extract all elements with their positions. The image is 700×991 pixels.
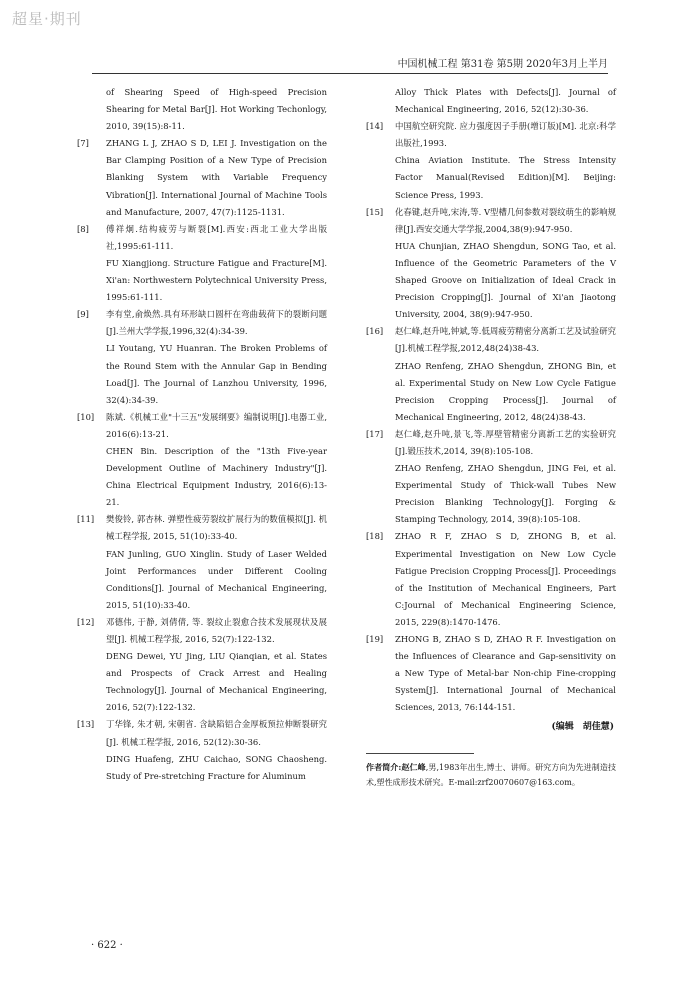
reference-entry <box>77 84 327 135</box>
reference-number: [7] <box>77 138 89 149</box>
reference-entry <box>366 84 616 118</box>
reference-entry <box>77 409 327 512</box>
right-column <box>366 84 616 790</box>
reference-number: [15] <box>366 206 384 217</box>
reference-text: of Shearing Speed of High-speed Precision Shearing for Metal Bar[J]. Hot Working Techonlogy, 2010, 39(15):8-11. <box>106 87 327 132</box>
reference-entry <box>77 135 327 220</box>
reference-number: [14] <box>366 121 384 132</box>
reference-entry <box>366 528 616 631</box>
reference-number: [11] <box>77 514 95 525</box>
reference-number: [17] <box>366 428 384 439</box>
reference-number: [8] <box>77 223 89 234</box>
reference-number: [18] <box>366 531 384 542</box>
reference-text-cn: 赵仁峰,赵升吨,钟斌,等.低周疲劳精密分离新工艺及试验研究[J].机械工程学报,2012,48(24)38-43. <box>395 326 616 354</box>
reference-entry <box>77 306 327 409</box>
reference-text-cn: 李有堂,俞焕然.具有环形缺口圆杆在弯曲载荷下的裂断问题[J].兰州大学学报,1996,32(4):34-39. <box>106 309 327 337</box>
footnote-rule <box>366 753 474 754</box>
reference-text-cn: 丁华锋, 朱才朝, 宋朝省. 含缺陷铝合金厚板预拉伸断裂研究[J]. 机械工程学报, 2016, 52(12):30-36. <box>106 719 327 747</box>
author-name: 赵仁峰 <box>401 761 426 772</box>
reference-text-en: LI Youtang, YU Huanran. The Broken Problems of the Round Stem with the Annular Gap in Bending Load[J]. The Journal of Lanzhou University, 1996, 32(4):34-39. <box>106 343 327 405</box>
reference-entry <box>77 221 327 306</box>
reference-text-en: HUA Chunjian, ZHAO Shengdun, SONG Tao, et al. Influence of the Geometric Parameters of the V Shaped Groove on Initialization of Ideal Crack in Precision Cropping[J]. Journal of Xi'an Jiaotong University, 2004, 38(9):947-950. <box>395 240 616 320</box>
reference-entry <box>366 118 616 203</box>
reference-entry <box>366 426 616 529</box>
reference-text-en: FU Xiangjiong. Structure Fatigue and Fracture[M]. Xi'an: Northwestern Polytechnical University Press, 1995:61-111. <box>106 257 327 303</box>
reference-entry <box>366 631 616 716</box>
reference-number: [9] <box>77 309 89 320</box>
reference-text-en: CHEN Bin. Description of the "13th Five-year Development Outline of Machinery Industry"[J]. China Electrical Equipment Industry, 2016(6):13-21. <box>106 445 327 508</box>
reference-entry <box>366 204 616 324</box>
reference-text-en: ZHAO Renfeng, ZHAO Shengdun, ZHONG Bin, et al. Experimental Study on New Low Cycle Fatigue Precision Cropping Process[J]. Journal of Mechanical Engineering, 2012, 48(24)38-43. <box>395 360 616 422</box>
reference-text-cn: 赵仁峰,赵升吨,景飞,等.厚壁管精密分离新工艺的实验研究[J].锻压技术,2014, 39(8):105-108. <box>395 428 616 456</box>
editor-credit: (编辑 胡佳慧) <box>551 722 614 733</box>
reference-text: ZHANG L J, ZHAO S D, LEI J. Investigation on the Bar Clamping Position of a New Type of Precision Blanking System with Variable Frequency Vibration[J]. International Journal of Machine Tools and Manufacture, 2007, 47(7):1125-1131. <box>106 138 327 217</box>
reference-text-en: China Aviation Institute. The Stress Intensity Factor Manual(Revised Edition)[M]. Beijing: Science Press, 1993. <box>395 155 616 200</box>
reference-entry <box>366 323 616 426</box>
reference-entry <box>77 511 327 614</box>
reference-text-cn: 化春键,赵升吨,宋涛,等. V型槽几何参数对裂纹萌生的影响规律[J].西安交通大学学报,2004,38(9):947-950. <box>395 206 616 234</box>
reference-number: [19] <box>366 634 384 644</box>
reference-text-cn: 邓德伟, 于静, 刘倩倩, 等. 裂纹止裂愈合技术发展现状及展望[J]. 机械工程学报, 2016, 52(7):122-132. <box>106 616 327 644</box>
reference-text: ZHONG B, ZHAO S D, ZHAO R F. Investigation on the Influences of Clearance and Gap-sensitivity on a New Type of Metal-bar Non-chip Fine-cropping System[J]. International Journal of Mechanical Sciences, 2013, 76:144-151. <box>395 634 616 713</box>
reference-number: [12] <box>77 616 95 627</box>
reference-text-cn: 中国航空研究院. 应力强度因子手册(增订版)[M]. 北京:科学出版社,1993. <box>395 121 616 149</box>
reference-text-en: DENG Dewei, YU Jing, LIU Qianqian, et al. States and Prospects of Crack Arrest and Healing Technology[J]. Journal of Mechanical Engineering, 2016, 52(7):122-132. <box>106 651 327 713</box>
left-column <box>77 84 327 785</box>
header-rule <box>92 73 608 74</box>
reference-text: ZHAO R F, ZHAO S D, ZHONG B, et al. Experimental Investigation on New Low Cycle Fatigue Precision Cropping Process[J]. Proceedings of the Institution of Mechanical Engineers, Part C:Journal of Mechanical Engineering Science, 2015, 229(8):1470-1476. <box>395 531 616 627</box>
page-number: · 622 · <box>91 940 123 951</box>
reference-entry <box>77 614 327 717</box>
author-note <box>366 760 616 790</box>
reference-text: Alloy Thick Plates with Defects[J]. Journal of Mechanical Engineering, 2016, 52(12):30-36. <box>395 87 616 115</box>
reference-text-cn: 陈斌.《机械工业"十三五"发展纲要》编制说明[J].电器工业, 2016(6):13-21. <box>106 411 327 439</box>
reference-text-en: DING Huafeng, ZHU Caichao, SONG Chaosheng. Study of Pre-stretching Fracture for Aluminum <box>106 753 327 781</box>
reference-text-en: FAN Junling, GUO Xinglin. Study of Laser Welded Joint Performances under Different Cooling Conditions[J]. Journal of Mechanical Engineering, 2015, 51(10):33-40. <box>106 548 327 610</box>
reference-number: [13] <box>77 719 95 730</box>
watermark-logo: 超星·期刊 <box>12 10 82 28</box>
running-header: 中国机械工程 第31卷 第5期 2020年3月上半月 <box>397 59 608 70</box>
author-note-label: 作者简介: <box>366 761 402 772</box>
reference-text-en: ZHAO Renfeng, ZHAO Shengdun, JING Fei, et al. Experimental Study of Thick-wall Tubes New Precision Blanking Technology[J]. Forging & Stamping Technology, 2014, 39(8):105-108. <box>395 463 616 525</box>
reference-text-cn: 樊俊铃, 郭杏林. 弹塑性疲劳裂纹扩展行为的数值模拟[J]. 机械工程学报, 2015, 51(10):33-40. <box>106 514 327 542</box>
reference-entry <box>77 716 327 784</box>
reference-number: [16] <box>366 326 384 337</box>
reference-number: [10] <box>77 411 95 422</box>
author-note-text: ,男,1983年出生,博士、讲师。研究方向为先进制造技术,塑性成形技术研究。E-mail:zrf20070607@163.com。 <box>366 762 616 787</box>
reference-text-cn: 傅祥炯.结构疲劳与断裂[M].西安:西北工业大学出版社,1995:61-111. <box>106 223 327 251</box>
